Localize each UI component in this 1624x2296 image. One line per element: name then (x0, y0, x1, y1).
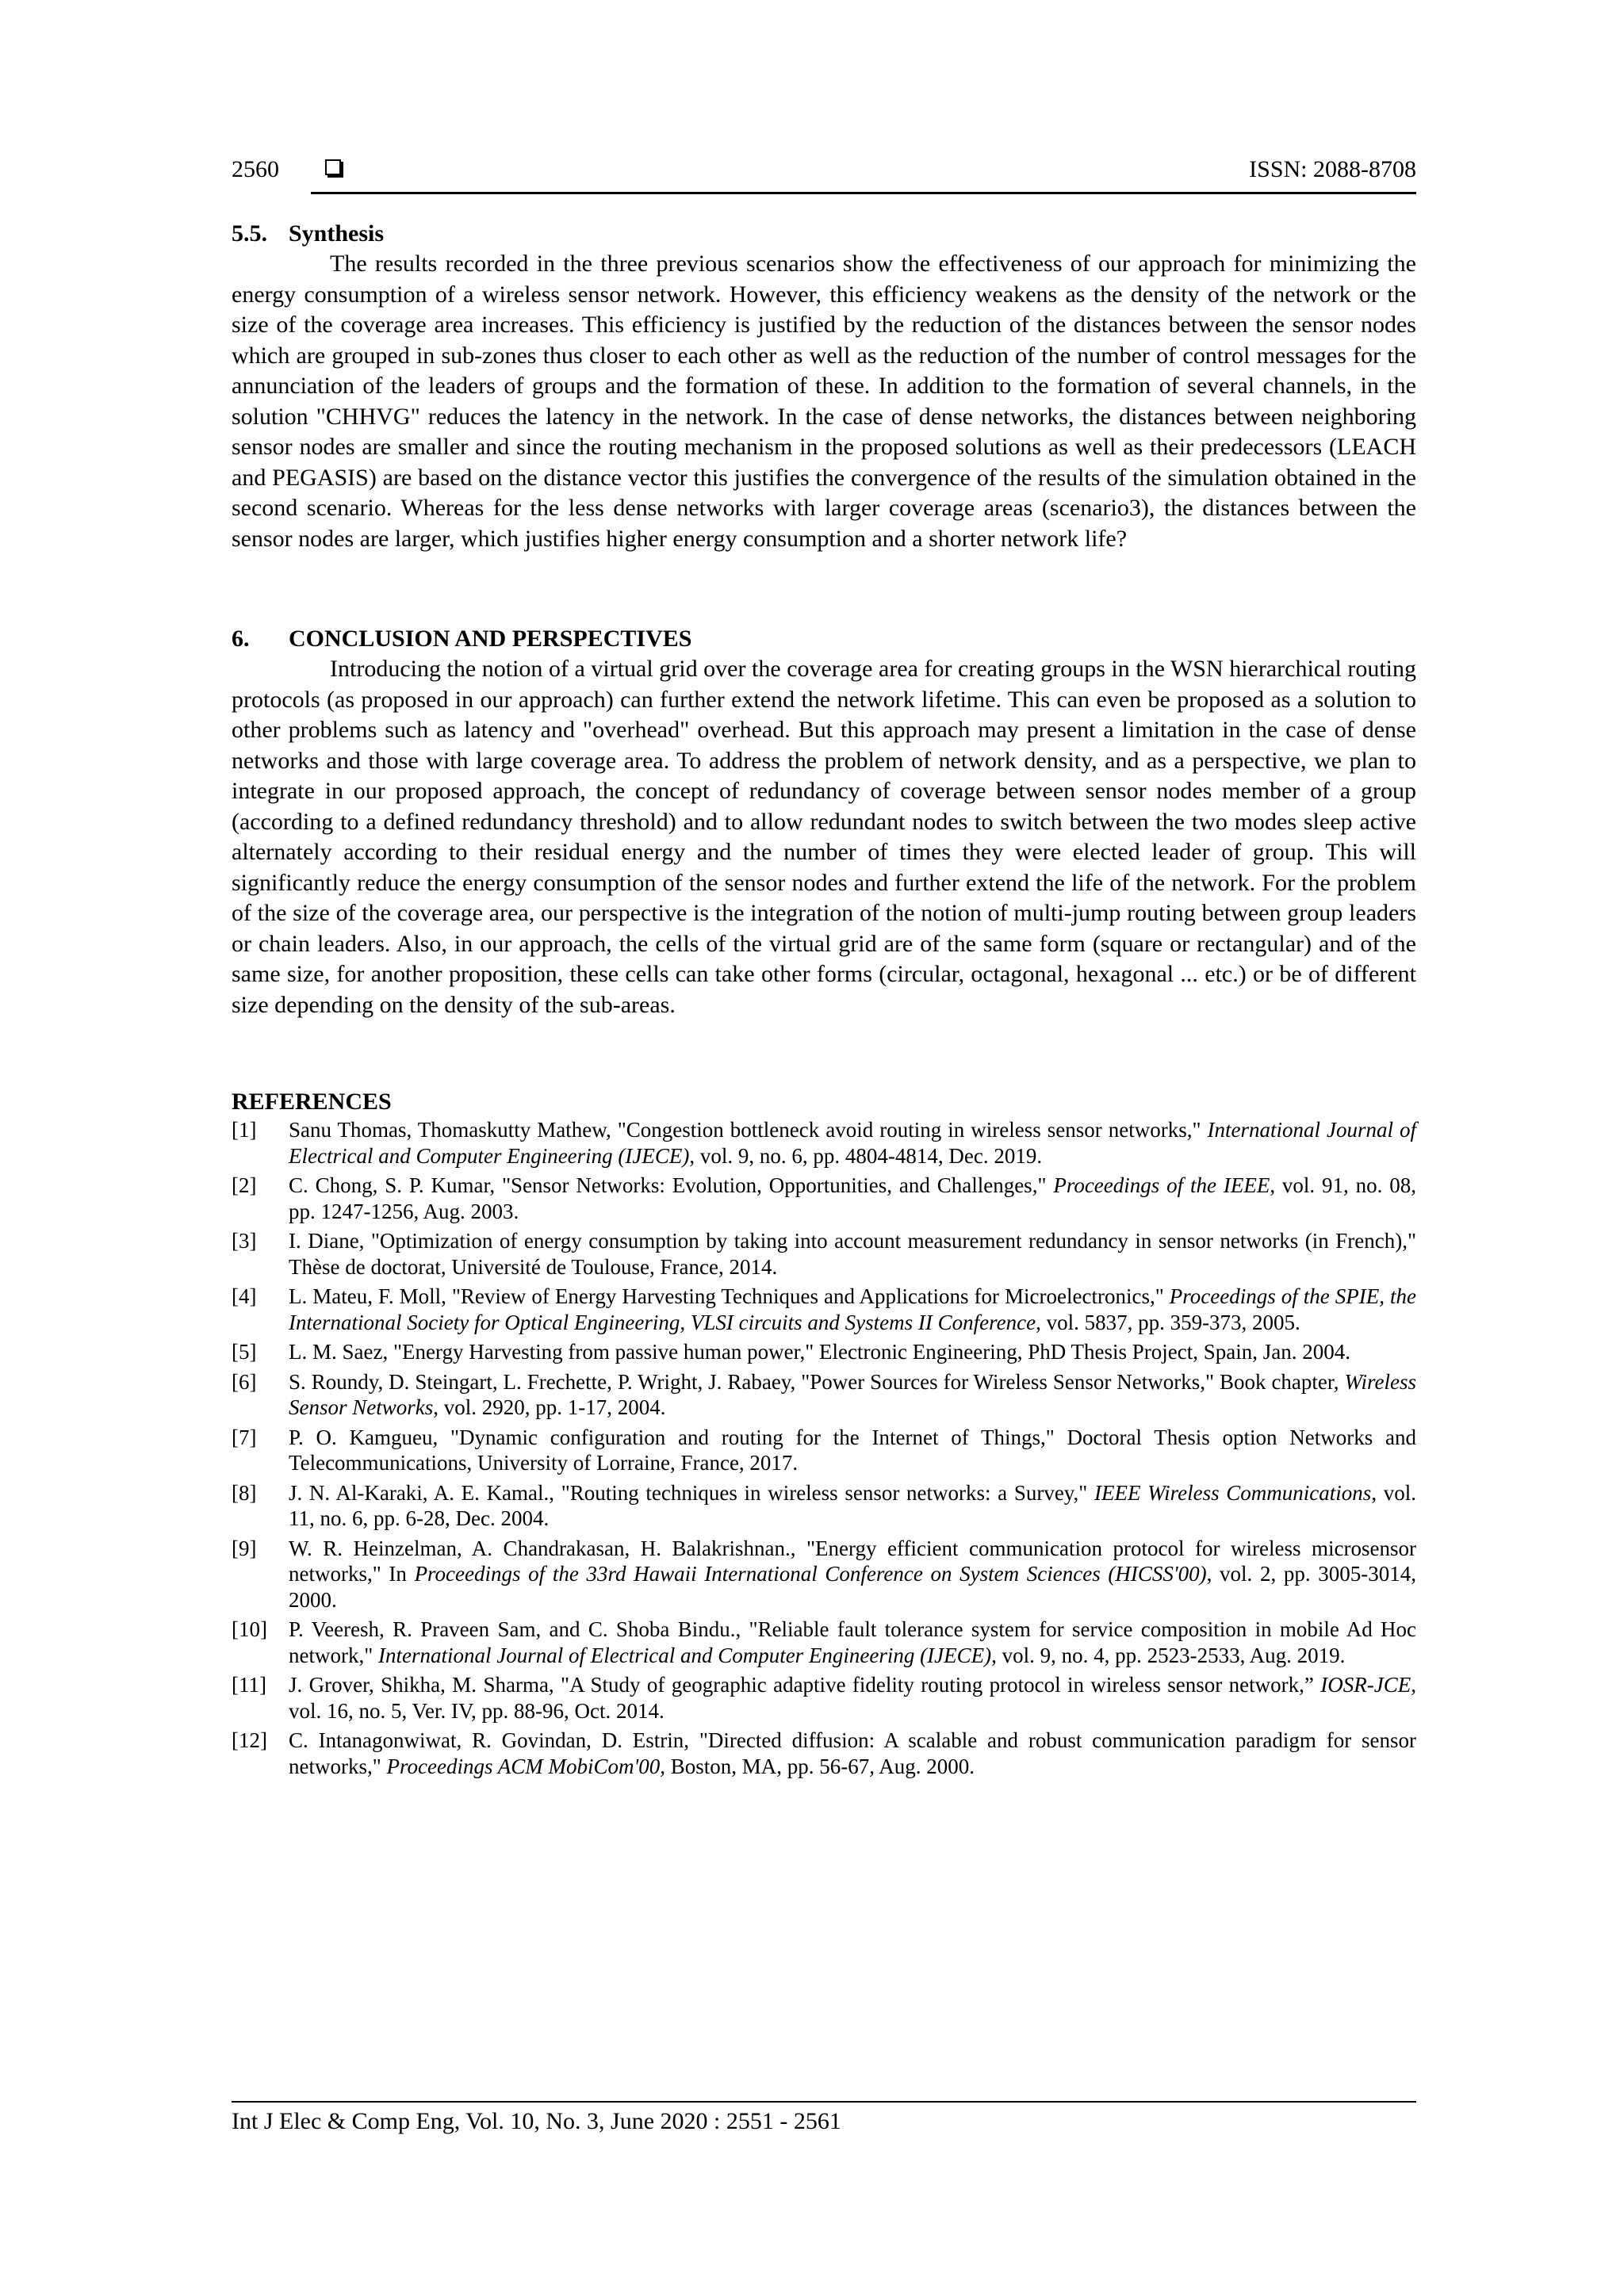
page-body (232, 219, 1416, 1783)
reference-item (232, 1284, 1416, 1335)
conclusion-paragraph: Introducing the notion of a virtual grid over the coverage area for creating groups in the WSN hierarchical routing protocols (as proposed in our approach) can further extend the network lifetime. This can even be proposed as a solution to other problems such as latency and "overhead" overhead. But this approach may present a limitation in the case of dense networks and those with large coverage area. To address the problem of network density, and as a perspective, we plan to integrate in our proposed approach, the concept of redundancy of coverage between sensor nodes member of a group (according to a defined redundancy threshold) and to allow redundant nodes to switch between the two modes sleep active alternately according to their residual energy and the number of times they were elected leader of group. This will significantly reduce the energy consumption of the sensor nodes and further extend the life of the network. For the problem of the size of the coverage area, our perspective is the integration of the notion of multi-jump routing between group leaders or chain leaders. Also, in our approach, the cells of the virtual grid are of the same form (square or rectangular) and of the same size, for another proposition, these cells can take other forms (circular, octagonal, hexagonal ... etc.) or be of different size depending on the density of the sub-areas. (232, 656, 1416, 1018)
reference-text: L. M. Saez, "Energy Harvesting from passive human power," Electronic Engineering, PhD Thesis Project, Spain, Jan. 2004. (289, 1340, 1350, 1364)
reference-label: [8] (232, 1480, 257, 1505)
reference-text: S. Roundy, D. Steingart, L. Frechette, P. Wright, J. Rabaey, "Power Sources for Wireless Sensor Networks," Book chapter, (289, 1369, 1345, 1394)
reference-label: [1] (232, 1118, 257, 1142)
reference-details: , vol. 16, no. 5, Ver. IV, pp. 88-96, Oct. 2014. (289, 1673, 1416, 1723)
reference-item (232, 1425, 1416, 1476)
reference-label: [10] (232, 1617, 267, 1641)
reference-details: , Boston, MA, pp. 56-67, Aug. 2000. (660, 1754, 975, 1778)
reference-source: Proceedings of the SPIE, the International Society for Optical Engineering, VLSI circuits and Systems II Conference (289, 1284, 1416, 1334)
conclusion-heading (232, 624, 1416, 654)
reference-label: [7] (232, 1425, 257, 1449)
reference-details: , vol. 2920, pp. 1-17, 2004. (433, 1395, 666, 1419)
reference-text: Sanu Thomas, Thomaskutty Mathew, "Congestion bottleneck avoid routing in wireless sensor networks," (289, 1118, 1208, 1142)
reference-item (232, 1117, 1416, 1169)
reference-details: , vol. 91, no. 08, pp. 1247-1256, Aug. 2003. (289, 1173, 1416, 1223)
page-header (232, 155, 1416, 193)
reference-label: [9] (232, 1536, 257, 1560)
reference-label: [6] (232, 1369, 257, 1394)
reference-item (232, 1228, 1416, 1280)
footer-citation: Int J Elec & Comp Eng, Vol. 10, No. 3, June 2020 : 2551 - 2561 (232, 2108, 841, 2134)
square-box-icon (325, 159, 341, 175)
reference-item (232, 1339, 1416, 1365)
reference-item (232, 1480, 1416, 1532)
reference-source: Wireless Sensor Networks (289, 1369, 1416, 1419)
footer-rule (232, 2101, 1416, 2103)
reference-text: I. Diane, "Optimization of energy consumption by taking into account measurement redundancy in sensor networks (in French)," Thèse de doctorat, Université de Toulouse, France, 2014. (289, 1229, 1416, 1279)
reference-details: , vol. 2, pp. 3005-3014, 2000. (289, 1562, 1417, 1612)
reference-item (232, 1369, 1416, 1421)
conclusion-heading-number: 6. (232, 626, 250, 652)
issn: ISSN: 2088-8708 (1249, 156, 1416, 182)
reference-label: [12] (232, 1728, 267, 1752)
reference-source: Proceedings of the IEEE (1053, 1173, 1270, 1197)
reference-text: J. Grover, Shikha, M. Sharma, "A Study of geographic adaptive fidelity routing protocol in wireless sensor network,” (289, 1673, 1321, 1697)
reference-item (232, 1728, 1416, 1779)
reference-label: [3] (232, 1229, 257, 1253)
header-rule (311, 192, 1416, 194)
reference-details: , vol. 9, no. 4, pp. 2523-2533, Aug. 2019. (991, 1643, 1346, 1667)
reference-text: C. Chong, S. P. Kumar, "Sensor Networks: Evolution, Opportunities, and Challenges," (289, 1173, 1054, 1197)
reference-text: P. Veeresh, R. Praveen Sam, and C. Shoba Bindu., "Reliable fault tolerance system for service composition in mobile Ad Hoc network," (289, 1617, 1416, 1667)
reference-text: W. R. Heinzelman, A. Chandrakasan, H. Balakrishnan., "Energy efficient communication protocol for wireless microsensor networks," In (289, 1536, 1416, 1586)
page-number: 2560 (232, 156, 279, 182)
reference-source: Proceedings ACM MobiCom'00 (386, 1754, 661, 1778)
synthesis-paragraph: The results recorded in the three previous scenarios show the effectiveness of our approach for minimizing the energy consumption of a wireless sensor network. However, this efficiency weakens as the density of the network or the size of the coverage area increases. This efficiency is justified by the reduction of the distances between the sensor nodes which are grouped in sub-zones thus closer to each other as well as the reduction of the number of control messages for the annunciation of the leaders of groups and the formation of these. In addition to the formation of several channels, in the solution "CHHVG" reduces the latency in the network. In the case of dense networks, the distances between neighboring sensor nodes are smaller and since the routing mechanism in the proposed solutions as well as their predecessors (LEACH and PEGASIS) are based on the distance vector this justifies the convergence of the results of the simulation obtained in the second scenario. Whereas for the less dense networks with larger coverage areas (scenario3), the distances between the sensor nodes are larger, which justifies higher energy consumption and a shorter network life? (232, 251, 1416, 552)
reference-item (232, 1617, 1416, 1668)
conclusion-heading-title: CONCLUSION AND PERSPECTIVES (289, 626, 692, 652)
reference-item (232, 1672, 1416, 1724)
synthesis-heading-number: 5.5. (232, 220, 267, 247)
section-spacer (232, 1020, 1416, 1087)
reference-source: IEEE Wireless Communications (1094, 1480, 1372, 1505)
reference-text: L. Mateu, F. Moll, "Review of Energy Harvesting Techniques and Applications for Microelectronics," (289, 1284, 1170, 1308)
reference-label: [2] (232, 1173, 257, 1197)
reference-source: IOSR-JCE (1320, 1673, 1411, 1697)
reference-label: [11] (232, 1673, 266, 1697)
reference-label: [4] (232, 1284, 257, 1308)
references-title: REFERENCES (232, 1089, 392, 1115)
reference-details: , vol. 11, no. 6, pp. 6-28, Dec. 2004. (289, 1480, 1416, 1530)
synthesis-heading (232, 219, 1416, 249)
reference-text: P. O. Kamgueu, "Dynamic configuration and routing for the Internet of Things," Doctoral Thesis option Networks and Telecommunications, University of Lorraine, France, 2017. (289, 1425, 1416, 1475)
reference-item (232, 1173, 1416, 1224)
reference-text: C. Intanagonwiwat, R. Govindan, D. Estrin, "Directed diffusion: A scalable and robust communication paradigm for sensor networks," (289, 1728, 1416, 1778)
synthesis-heading-title: Synthesis (289, 220, 385, 247)
section-spacer (232, 554, 1416, 624)
reference-source: International Journal of Electrical and Computer Engineering (IJECE) (378, 1643, 992, 1667)
reference-details: , vol. 9, no. 6, pp. 4804-4814, Dec. 2019. (689, 1143, 1043, 1168)
reference-label: [5] (232, 1340, 257, 1364)
reference-source: International Journal of Electrical and Computer Engineering (IJECE) (289, 1118, 1416, 1168)
reference-source: Proceedings of the 33rd Hawaii International Conference on System Sciences (HICSS'00) (414, 1562, 1207, 1586)
reference-list (232, 1117, 1416, 1779)
reference-text: J. N. Al-Karaki, A. E. Kamal., "Routing techniques in wireless sensor networks: a Survey," (289, 1480, 1094, 1505)
reference-item (232, 1536, 1416, 1613)
reference-details: , vol. 5837, pp. 359-373, 2005. (1036, 1310, 1300, 1334)
